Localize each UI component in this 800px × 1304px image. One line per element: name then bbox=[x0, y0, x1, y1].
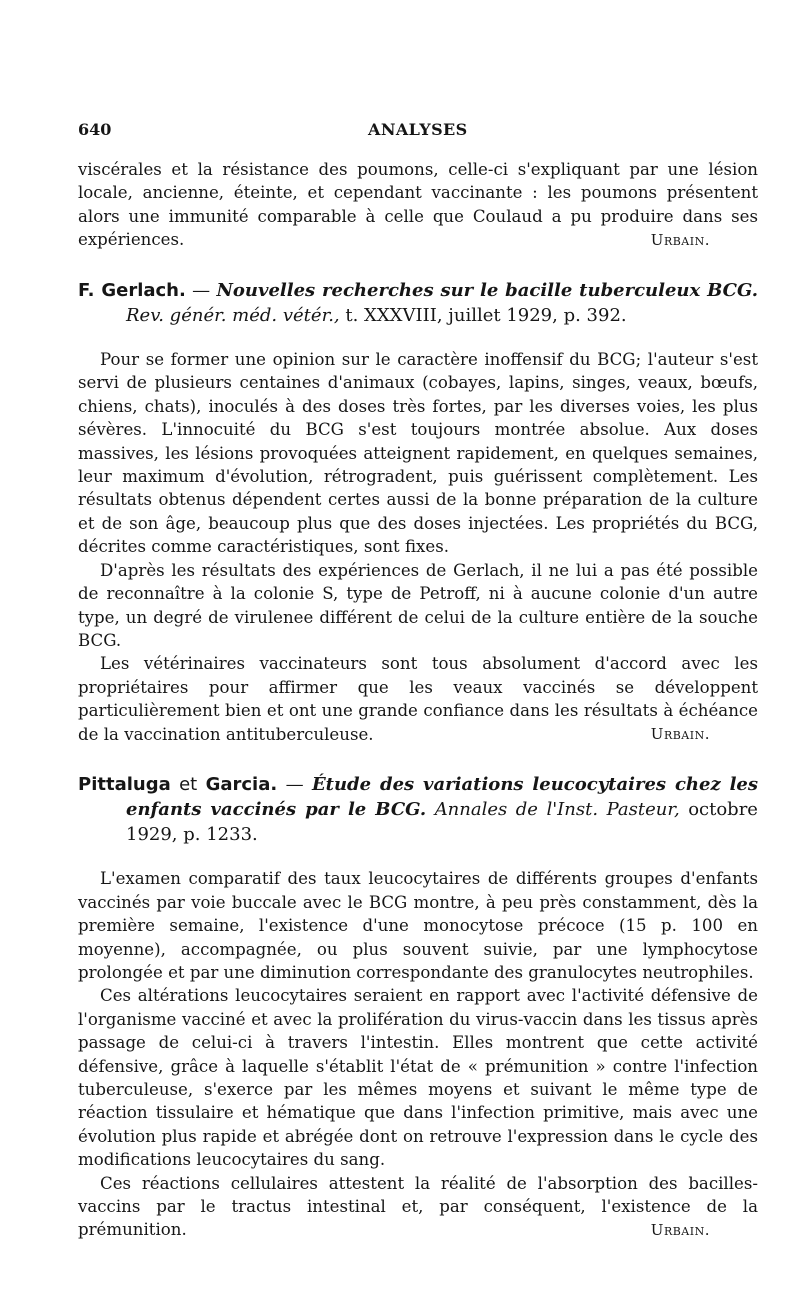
article-journal: Annales de l'Inst. Pasteur, bbox=[434, 799, 680, 821]
article-gerlach bbox=[78, 278, 758, 746]
heading-dash: — bbox=[192, 280, 211, 302]
article-paragraph: Les vétérinaires vaccinateurs sont tous absolument d'accord avec les propriétaires pour affirmer que les veaux vaccinés se développent particulièrement bien et ont une grande confiance dans les résultats à échéance de la vaccination antituberculeuse. bbox=[78, 654, 758, 744]
author-connector: et bbox=[179, 774, 198, 796]
intro-signature: Urbain. bbox=[650, 230, 710, 249]
journal-page bbox=[78, 118, 758, 1242]
article-reference: t. XXXVIII, juillet 1929, p. 392. bbox=[345, 305, 627, 327]
article-paragraph: Ces altérations leucocytaires seraient en rapport avec l'activité défensive de l'organisme vacciné et avec la prolifération du virus-vaccin dans les tissus après passage de celui-ci à travers l'intestin. Elles montrent que cette activité défensive, grâce à laquelle s'établit l'état de « prémunition » contre l'infection tuberculeuse, s'exerce par les mêmes moyens et suivant le même type de réaction tissulaire et hématique que dans l'infection primitive, mais avec une évolution plus rapide et abrégée dont on retrouve l'expression dans le cycle des modifications leucocytaires du sang. bbox=[78, 986, 758, 1170]
article-heading bbox=[78, 772, 758, 847]
article-title: Étude des variations leucocytaires chez les enfants vaccinés par le BCG. bbox=[126, 774, 758, 821]
intro-section bbox=[78, 158, 758, 252]
article-paragraph: D'après les résultats des expériences de Gerlach, il ne lui a pas été possible de reconnaître à la colonie S, type de Petroff, ni à aucune colonie d'un autre type, un degré de virulenee différent de celui de la culture entière de la souche BCG. bbox=[78, 560, 758, 650]
article-heading bbox=[78, 278, 758, 328]
article-reference: octobre 1929, p. 1233. bbox=[126, 799, 758, 846]
page-number: 640 bbox=[78, 120, 112, 139]
article-signature: Urbain. bbox=[650, 1220, 710, 1239]
article-paragraph: Pour se former une opinion sur le caractère inoffensif du BCG; l'auteur s'est servi de plusieurs centaines d'animaux (cobayes, lapins, singes, veaux, bœufs, chiens, chats), inoculés à des doses très fortes, par les diverses voies, les plus sévères. L'innocuité du BCG s'est toujours montrée absolue. Aux doses massives, les lésions provoquées atteignent rapidement, en quelques semaines, leur maximum d'évolution, rétrogradent, puis guérissent complètement. Les résultats obtenus dépendent certes aussi de la bonne préparation de la culture et de son âge, beaucoup plus que des doses injectées. Les propriétés du BCG, décrites comme caractéristiques, sont fixes. bbox=[78, 350, 758, 557]
article-author: F. Gerlach. bbox=[78, 280, 186, 302]
article-paragraph: Ces réactions cellulaires attestent la réalité de l'absorption des bacilles-vaccins par le tractus intestinal et, par conséquent, l'existence de la prémunition. bbox=[78, 1173, 758, 1240]
intro-paragraph: viscérales et la résistance des poumons, celle-ci s'expliquant par une lésion locale, ancienne, éteinte, et cependant vaccinante : les poumons présentent alors une immunité comparable à celle que Coulaud a pu produire dans ses expériences. bbox=[78, 160, 758, 250]
article-author: Pittaluga bbox=[78, 774, 171, 796]
running-title: ANALYSES bbox=[368, 120, 468, 139]
running-head bbox=[78, 118, 758, 144]
article-title: Nouvelles recherches sur le bacille tuberculeux BCG. bbox=[216, 280, 758, 302]
heading-dash: — bbox=[285, 774, 304, 796]
article-coauthor: Garcia. bbox=[205, 774, 278, 796]
article-signature: Urbain. bbox=[650, 724, 710, 743]
article-paragraph: L'examen comparatif des taux leucocytaires de différents groupes d'enfants vaccinés par voie buccale avec le BCG montre, à peu près constamment, dès la première semaine, l'existence d'une monocytose précoce (15 p. 100 en moyenne), accompagnée, ou plus souvent suivie, par une lymphocytose prolongée et par une diminution correspondante des granulocytes neutrophiles. bbox=[78, 869, 758, 982]
article-pittaluga-garcia bbox=[78, 772, 758, 1242]
article-journal: Rev. génér. méd. vétér., bbox=[126, 305, 340, 327]
